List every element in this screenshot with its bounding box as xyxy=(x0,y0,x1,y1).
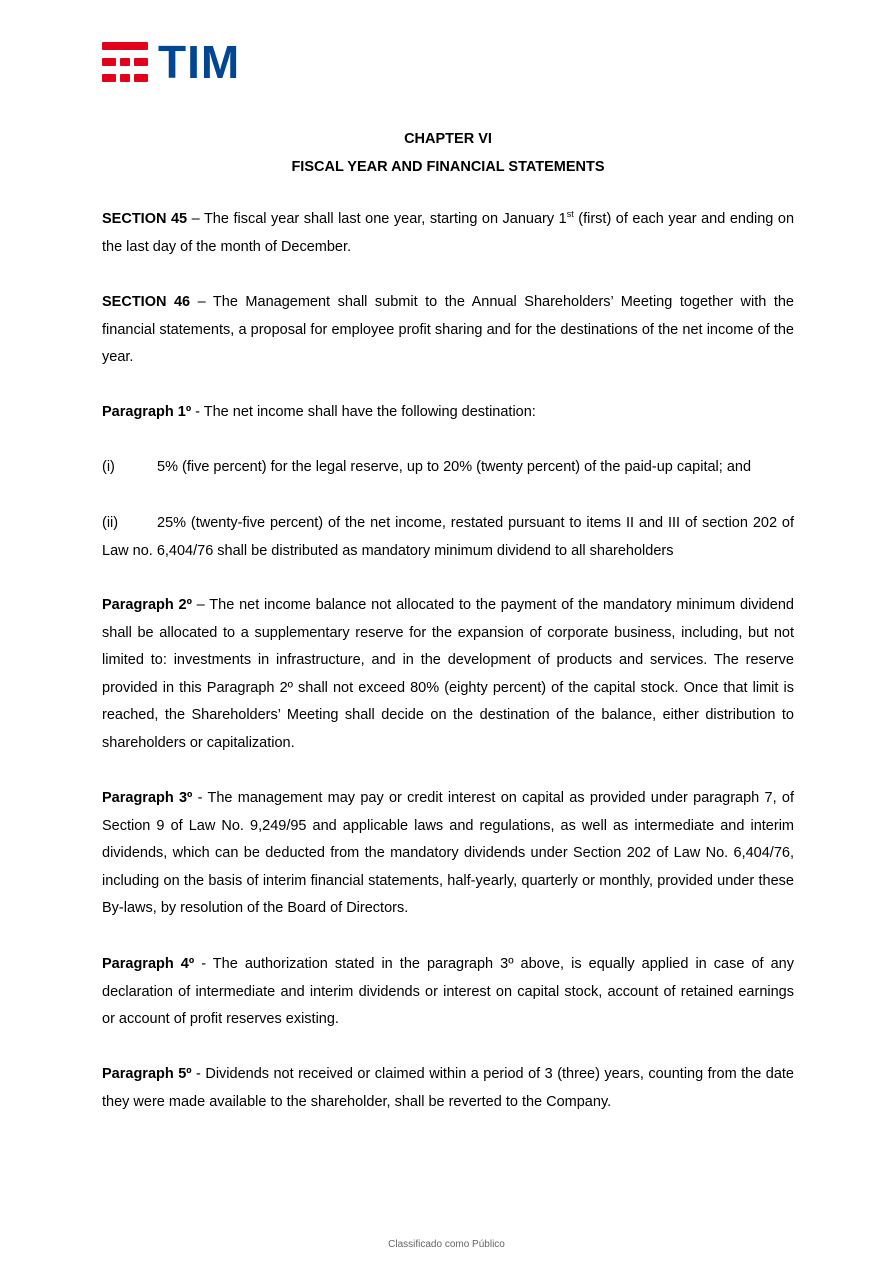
chapter-number: CHAPTER VI xyxy=(404,131,492,147)
paragraph-5-text: - Dividends not received or claimed within a period of 3 (three) years, counting from the date they were made available to the shareholder, shall be reverted to the Company. xyxy=(102,1066,794,1110)
paragraph-4-label: Paragraph 4º xyxy=(102,956,195,972)
paragraph-4-text: - The authorization stated in the paragraph 3º above, is equally applied in case of any declaration of intermediate and interim dividends or interest on capital stock, account of retained earnings or account of profit reserves existing. xyxy=(102,956,794,1027)
item-ii-text: 25% (twenty-five percent) of the net income, restated pursuant to items II and III of section 202 of Law no. 6,404/76 shall be distributed as mandatory minimum dividend to all shareholders xyxy=(102,515,794,559)
paragraph-5-label: Paragraph 5º xyxy=(102,1066,192,1082)
paragraph-3-text: - The management may pay or credit interest on capital as provided under paragraph 7, of Section 9 of Law No. 9,249/95 and applicable laws and regulations, as well as intermediate and interim dividends, which can be deducted from the mandatory dividends under Section 202 of Law No. 6,404/76, including on the basis of interim financial statements, half-yearly, quarterly or monthly, provided under these By-laws, by resolution of the Board of Directors. xyxy=(102,790,794,916)
classification-footer: Classificado como Público xyxy=(388,1239,505,1250)
section-46-label: SECTION 46 xyxy=(102,294,191,310)
chapter-title: FISCAL YEAR AND FINANCIAL STATEMENTS xyxy=(291,158,605,175)
section-45-text-1: – The fiscal year shall last one year, starting on January 1 xyxy=(187,211,567,227)
item-i xyxy=(102,454,794,482)
section-45-text-2: (first) of each year and ending on the last day of the month of December. xyxy=(102,211,795,255)
paragraph-3-label: Paragraph 3º xyxy=(102,790,193,806)
tim-logo xyxy=(102,36,241,88)
paragraph-2-label: Paragraph 2º xyxy=(102,597,192,613)
item-ii xyxy=(102,510,794,565)
tim-logo-mark xyxy=(102,42,148,82)
paragraph-2 xyxy=(102,592,794,757)
paragraph-3 xyxy=(102,785,794,923)
tim-logo-text: TIM xyxy=(158,36,241,88)
section-46-text: – The Management shall submit to the Annual Shareholders’ Meeting together with the financial statements, a proposal for employee profit sharing and for the destinations of the net income of the year. xyxy=(102,294,794,365)
section-45-label: SECTION 45 xyxy=(102,211,188,227)
item-i-text: 5% (five percent) for the legal reserve, up to 20% (twenty percent) of the paid-up capital; and xyxy=(157,459,752,475)
item-ii-number: (ii) xyxy=(102,515,119,531)
paragraph-1-label: Paragraph 1º xyxy=(102,404,192,420)
section-45-sup: st xyxy=(566,209,574,220)
paragraph-5 xyxy=(102,1061,794,1116)
paragraph-4 xyxy=(102,951,794,1034)
item-i-number: (i) xyxy=(102,459,115,475)
paragraph-2-text: – The net income balance not allocated to the payment of the mandatory minimum dividend shall be allocated to a supplementary reserve for the expansion of corporate business, including, but not limited to: investments in infrastructure, and in the development of products and services. The reserve provided in this Paragraph 2º shall not exceed 80% (eighty percent) of the capital stock. Once that limit is reached, the Shareholders’ Meeting shall decide on the destination of the balance, either distribution to shareholders or capitalization. xyxy=(102,597,794,751)
section-45 xyxy=(102,206,794,261)
paragraph-1 xyxy=(102,399,794,427)
paragraph-1-text: - The net income shall have the following destination: xyxy=(191,404,536,420)
section-46 xyxy=(102,289,794,372)
chapter-heading xyxy=(102,126,794,181)
